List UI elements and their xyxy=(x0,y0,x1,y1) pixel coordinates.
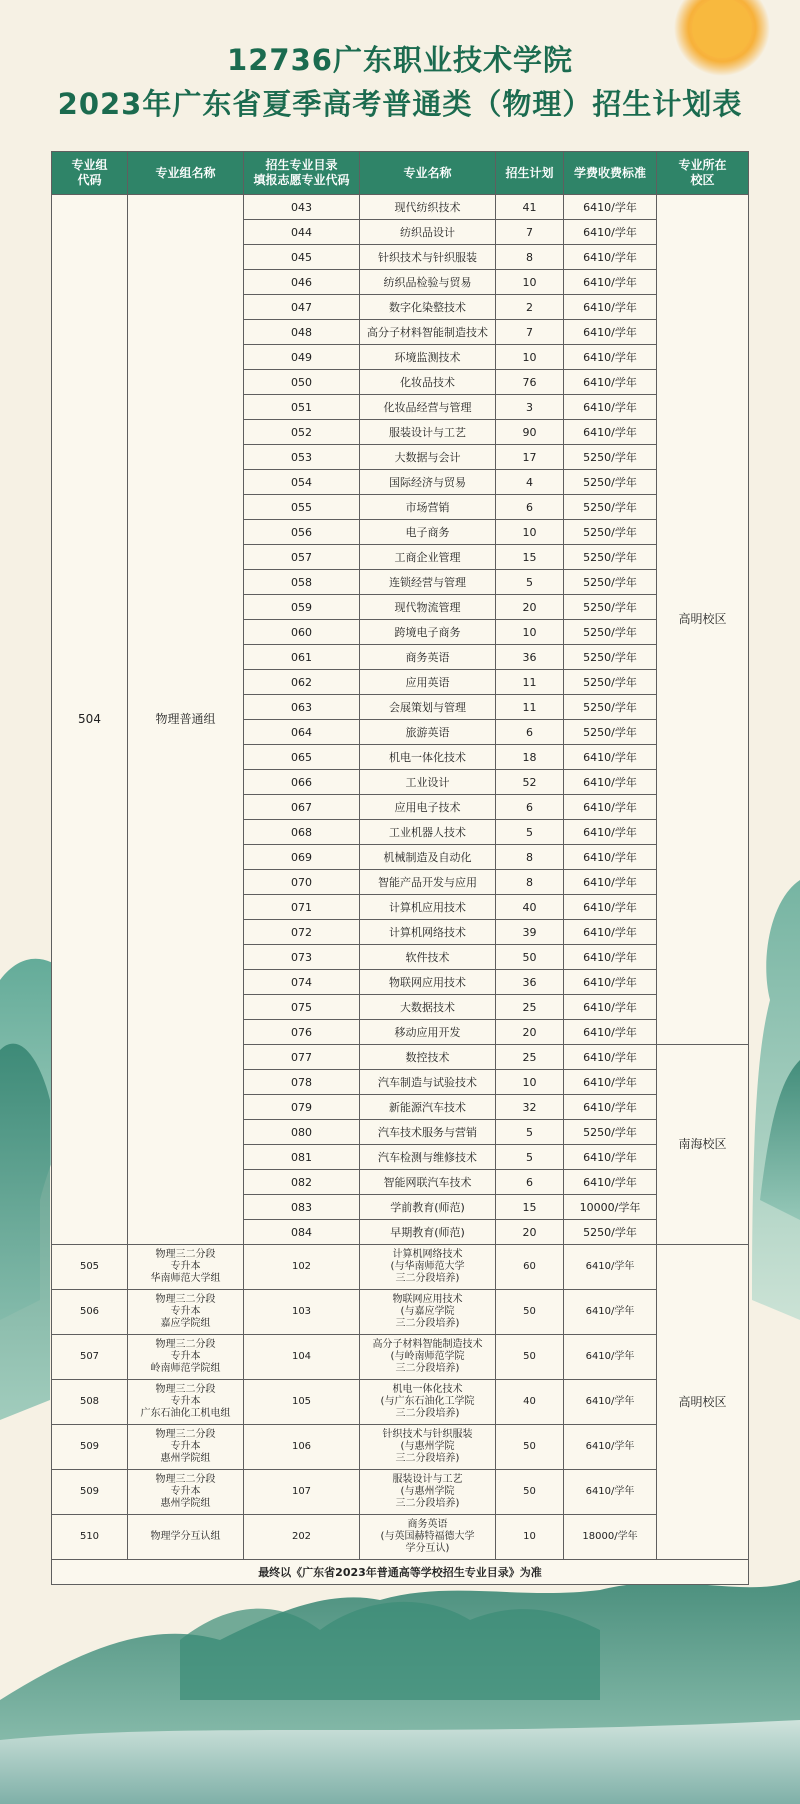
major-code-cell: 070 xyxy=(244,870,360,895)
major-name-cell: 现代纺织技术 xyxy=(360,195,496,220)
plan-cell: 7 xyxy=(496,220,564,245)
plan-cell: 6 xyxy=(496,1170,564,1195)
fee-cell: 6410/学年 xyxy=(564,1170,657,1195)
fee-cell: 6410/学年 xyxy=(564,745,657,770)
footnote: 最终以《广东省2023年普通高等学校招生专业目录》为准 xyxy=(52,1560,749,1585)
plan-cell: 6 xyxy=(496,495,564,520)
major-code-cell: 055 xyxy=(244,495,360,520)
plan-cell: 40 xyxy=(496,1380,564,1425)
fee-cell: 18000/学年 xyxy=(564,1515,657,1560)
major-name-cell: 物联网应用技术 xyxy=(360,970,496,995)
major-code-cell: 071 xyxy=(244,895,360,920)
fee-cell: 10000/学年 xyxy=(564,1195,657,1220)
major-code-cell: 076 xyxy=(244,1020,360,1045)
header-plan: 招生计划 xyxy=(496,152,564,195)
plan-cell: 11 xyxy=(496,695,564,720)
major-name-cell: 化妆品经营与管理 xyxy=(360,395,496,420)
fee-cell: 6410/学年 xyxy=(564,295,657,320)
fee-cell: 6410/学年 xyxy=(564,370,657,395)
fee-cell: 6410/学年 xyxy=(564,770,657,795)
major-code-cell: 072 xyxy=(244,920,360,945)
fee-cell: 5250/学年 xyxy=(564,470,657,495)
title-line-1: 12736广东职业技术学院 xyxy=(227,43,573,77)
major-code-cell: 105 xyxy=(244,1380,360,1425)
major-code-cell: 063 xyxy=(244,695,360,720)
major-code-cell: 062 xyxy=(244,670,360,695)
fee-cell: 5250/学年 xyxy=(564,1120,657,1145)
fee-cell: 6410/学年 xyxy=(564,1020,657,1045)
major-code-cell: 102 xyxy=(244,1245,360,1290)
fee-cell: 6410/学年 xyxy=(564,995,657,1020)
fee-cell: 6410/学年 xyxy=(564,795,657,820)
plan-cell: 6 xyxy=(496,795,564,820)
plan-cell: 60 xyxy=(496,1245,564,1290)
plan-cell: 15 xyxy=(496,1195,564,1220)
major-code-cell: 057 xyxy=(244,545,360,570)
major-code-cell: 073 xyxy=(244,945,360,970)
major-code-cell: 107 xyxy=(244,1470,360,1515)
plan-cell: 18 xyxy=(496,745,564,770)
fee-cell: 6410/学年 xyxy=(564,420,657,445)
plan-cell: 3 xyxy=(496,395,564,420)
plan-cell: 5 xyxy=(496,570,564,595)
group-code-cell: 508 xyxy=(52,1380,128,1425)
fee-cell: 5250/学年 xyxy=(564,620,657,645)
major-code-cell: 077 xyxy=(244,1045,360,1070)
fee-cell: 5250/学年 xyxy=(564,595,657,620)
major-code-cell: 051 xyxy=(244,395,360,420)
fee-cell: 6410/学年 xyxy=(564,245,657,270)
major-code-cell: 046 xyxy=(244,270,360,295)
major-name-cell: 市场营销 xyxy=(360,495,496,520)
header-campus: 专业所在 校区 xyxy=(657,152,749,195)
group-code-cell: 506 xyxy=(52,1290,128,1335)
major-code-cell: 202 xyxy=(244,1515,360,1560)
title-line-2: 2023年广东省夏季高考普通类（物理）招生计划表 xyxy=(57,87,743,121)
fee-cell: 6410/学年 xyxy=(564,1425,657,1470)
major-name-cell: 现代物流管理 xyxy=(360,595,496,620)
major-name-cell: 机电一体化技术 xyxy=(360,745,496,770)
major-name-cell: 新能源汽车技术 xyxy=(360,1095,496,1120)
plan-cell: 4 xyxy=(496,470,564,495)
fee-cell: 6410/学年 xyxy=(564,820,657,845)
group-code-cell: 507 xyxy=(52,1335,128,1380)
fee-cell: 6410/学年 xyxy=(564,870,657,895)
group-name-cell: 物理学分互认组 xyxy=(128,1515,244,1560)
plan-cell: 36 xyxy=(496,970,564,995)
major-code-cell: 054 xyxy=(244,470,360,495)
plan-cell: 32 xyxy=(496,1095,564,1120)
plan-cell: 50 xyxy=(496,1335,564,1380)
plan-cell: 20 xyxy=(496,1220,564,1245)
plan-cell: 20 xyxy=(496,595,564,620)
fee-cell: 6410/学年 xyxy=(564,1145,657,1170)
plan-cell: 7 xyxy=(496,320,564,345)
major-name-cell: 软件技术 xyxy=(360,945,496,970)
major-code-cell: 065 xyxy=(244,745,360,770)
major-name-cell: 工业设计 xyxy=(360,770,496,795)
group-name-cell: 物理三二分段 专升本 嘉应学院组 xyxy=(128,1290,244,1335)
table-row xyxy=(52,1290,749,1335)
group-name-cell: 物理普通组 xyxy=(128,195,244,1245)
plan-cell: 41 xyxy=(496,195,564,220)
table-header-row xyxy=(52,152,749,195)
plan-cell: 36 xyxy=(496,645,564,670)
plan-cell: 15 xyxy=(496,545,564,570)
major-name-cell: 电子商务 xyxy=(360,520,496,545)
major-name-cell: 学前教育(师范) xyxy=(360,1195,496,1220)
major-name-cell: 高分子材料智能制造技术 xyxy=(360,320,496,345)
plan-cell: 10 xyxy=(496,345,564,370)
plan-cell: 5 xyxy=(496,1120,564,1145)
major-code-cell: 103 xyxy=(244,1290,360,1335)
header-major-name: 专业名称 xyxy=(360,152,496,195)
major-code-cell: 045 xyxy=(244,245,360,270)
major-code-cell: 044 xyxy=(244,220,360,245)
major-name-cell: 纺织品设计 xyxy=(360,220,496,245)
major-code-cell: 064 xyxy=(244,720,360,745)
major-name-cell: 早期教育(师范) xyxy=(360,1220,496,1245)
major-name-cell: 物联网应用技术 (与嘉应学院 三二分段培养) xyxy=(360,1290,496,1335)
plan-cell: 2 xyxy=(496,295,564,320)
fee-cell: 6410/学年 xyxy=(564,1335,657,1380)
fee-cell: 5250/学年 xyxy=(564,445,657,470)
major-name-cell: 汽车制造与试验技术 xyxy=(360,1070,496,1095)
table-row xyxy=(52,1335,749,1380)
plan-cell: 50 xyxy=(496,1425,564,1470)
fee-cell: 6410/学年 xyxy=(564,1245,657,1290)
fee-cell: 5250/学年 xyxy=(564,695,657,720)
major-code-cell: 069 xyxy=(244,845,360,870)
major-name-cell: 工商企业管理 xyxy=(360,545,496,570)
major-name-cell: 旅游英语 xyxy=(360,720,496,745)
fee-cell: 6410/学年 xyxy=(564,1095,657,1120)
major-name-cell: 连锁经营与管理 xyxy=(360,570,496,595)
major-code-cell: 043 xyxy=(244,195,360,220)
campus-cell-nanhai: 南海校区 xyxy=(657,1045,749,1245)
plan-cell: 39 xyxy=(496,920,564,945)
plan-cell: 25 xyxy=(496,1045,564,1070)
plan-cell: 6 xyxy=(496,720,564,745)
major-code-cell: 050 xyxy=(244,370,360,395)
plan-cell: 5 xyxy=(496,1145,564,1170)
fee-cell: 6410/学年 xyxy=(564,1070,657,1095)
fee-cell: 6410/学年 xyxy=(564,1470,657,1515)
major-code-cell: 080 xyxy=(244,1120,360,1145)
fee-cell: 6410/学年 xyxy=(564,1290,657,1335)
major-code-cell: 075 xyxy=(244,995,360,1020)
major-name-cell: 数控技术 xyxy=(360,1045,496,1070)
major-name-cell: 应用电子技术 xyxy=(360,795,496,820)
major-name-cell: 工业机器人技术 xyxy=(360,820,496,845)
plan-cell: 10 xyxy=(496,1515,564,1560)
group-code-cell: 509 xyxy=(52,1425,128,1470)
plan-cell: 17 xyxy=(496,445,564,470)
major-name-cell: 商务英语 (与英国赫特福德大学 学分互认) xyxy=(360,1515,496,1560)
footnote-row xyxy=(52,1560,749,1585)
plan-cell: 50 xyxy=(496,1290,564,1335)
major-code-cell: 106 xyxy=(244,1425,360,1470)
major-code-cell: 053 xyxy=(244,445,360,470)
major-name-cell: 机械制造及自动化 xyxy=(360,845,496,870)
major-name-cell: 智能产品开发与应用 xyxy=(360,870,496,895)
header-major-code: 招生专业目录 填报志愿专业代码 xyxy=(244,152,360,195)
major-code-cell: 056 xyxy=(244,520,360,545)
plan-cell: 8 xyxy=(496,845,564,870)
plan-cell: 40 xyxy=(496,895,564,920)
plan-cell: 10 xyxy=(496,620,564,645)
major-code-cell: 066 xyxy=(244,770,360,795)
table-row xyxy=(52,195,749,220)
plan-cell: 25 xyxy=(496,995,564,1020)
campus-cell-gaoming-lower: 高明校区 xyxy=(657,1245,749,1560)
table-row xyxy=(52,1515,749,1560)
major-code-cell: 083 xyxy=(244,1195,360,1220)
major-name-cell: 跨境电子商务 xyxy=(360,620,496,645)
major-name-cell: 商务英语 xyxy=(360,645,496,670)
major-name-cell: 高分子材料智能制造技术 (与岭南师范学院 三二分段培养) xyxy=(360,1335,496,1380)
plan-cell: 10 xyxy=(496,270,564,295)
plan-cell: 10 xyxy=(496,1070,564,1095)
plan-cell: 52 xyxy=(496,770,564,795)
major-name-cell: 服装设计与工艺 xyxy=(360,420,496,445)
major-name-cell: 服装设计与工艺 (与惠州学院 三二分段培养) xyxy=(360,1470,496,1515)
fee-cell: 6410/学年 xyxy=(564,395,657,420)
major-name-cell: 化妆品技术 xyxy=(360,370,496,395)
major-name-cell: 大数据与会计 xyxy=(360,445,496,470)
plan-cell: 5 xyxy=(496,820,564,845)
major-name-cell: 机电一体化技术 (与广东石油化工学院 三二分段培养) xyxy=(360,1380,496,1425)
plan-cell: 90 xyxy=(496,420,564,445)
group-code-cell: 505 xyxy=(52,1245,128,1290)
plan-cell: 8 xyxy=(496,245,564,270)
group-name-cell: 物理三二分段 专升本 广东石油化工机电组 xyxy=(128,1380,244,1425)
major-code-cell: 104 xyxy=(244,1335,360,1380)
fee-cell: 5250/学年 xyxy=(564,670,657,695)
table-row xyxy=(52,1245,749,1290)
fee-cell: 6410/学年 xyxy=(564,220,657,245)
fee-cell: 6410/学年 xyxy=(564,345,657,370)
group-name-cell: 物理三二分段 专升本 惠州学院组 xyxy=(128,1425,244,1470)
table-row xyxy=(52,1380,749,1425)
major-name-cell: 应用英语 xyxy=(360,670,496,695)
major-name-cell: 纺织品检验与贸易 xyxy=(360,270,496,295)
header-group-name: 专业组名称 xyxy=(128,152,244,195)
major-name-cell: 智能网联汽车技术 xyxy=(360,1170,496,1195)
fee-cell: 5250/学年 xyxy=(564,720,657,745)
plan-cell: 10 xyxy=(496,520,564,545)
fee-cell: 6410/学年 xyxy=(564,970,657,995)
major-code-cell: 060 xyxy=(244,620,360,645)
group-name-cell: 物理三二分段 专升本 华南师范大学组 xyxy=(128,1245,244,1290)
major-name-cell: 计算机网络技术 xyxy=(360,920,496,945)
major-name-cell: 环境监测技术 xyxy=(360,345,496,370)
fee-cell: 6410/学年 xyxy=(564,845,657,870)
major-name-cell: 数字化染整技术 xyxy=(360,295,496,320)
major-code-cell: 068 xyxy=(244,820,360,845)
major-name-cell: 国际经济与贸易 xyxy=(360,470,496,495)
fee-cell: 6410/学年 xyxy=(564,320,657,345)
major-code-cell: 048 xyxy=(244,320,360,345)
group-code-cell: 509 xyxy=(52,1470,128,1515)
plan-cell: 11 xyxy=(496,670,564,695)
major-name-cell: 汽车检测与维修技术 xyxy=(360,1145,496,1170)
major-code-cell: 084 xyxy=(244,1220,360,1245)
fee-cell: 5250/学年 xyxy=(564,570,657,595)
major-code-cell: 059 xyxy=(244,595,360,620)
fee-cell: 5250/学年 xyxy=(564,1220,657,1245)
group-name-cell: 物理三二分段 专升本 岭南师范学院组 xyxy=(128,1335,244,1380)
fee-cell: 6410/学年 xyxy=(564,920,657,945)
major-name-cell: 针织技术与针织服装 xyxy=(360,245,496,270)
plan-cell: 76 xyxy=(496,370,564,395)
fee-cell: 5250/学年 xyxy=(564,520,657,545)
major-name-cell: 计算机应用技术 xyxy=(360,895,496,920)
major-name-cell: 移动应用开发 xyxy=(360,1020,496,1045)
group-code-cell: 504 xyxy=(52,195,128,1245)
fee-cell: 6410/学年 xyxy=(564,895,657,920)
plan-cell: 50 xyxy=(496,1470,564,1515)
group-code-cell: 510 xyxy=(52,1515,128,1560)
major-code-cell: 078 xyxy=(244,1070,360,1095)
fee-cell: 5250/学年 xyxy=(564,545,657,570)
major-code-cell: 049 xyxy=(244,345,360,370)
major-code-cell: 061 xyxy=(244,645,360,670)
major-code-cell: 067 xyxy=(244,795,360,820)
major-name-cell: 计算机网络技术 (与华南师范大学 三二分段培养) xyxy=(360,1245,496,1290)
page-title xyxy=(0,38,800,126)
header-fee: 学费收费标准 xyxy=(564,152,657,195)
fee-cell: 6410/学年 xyxy=(564,270,657,295)
fee-cell: 6410/学年 xyxy=(564,945,657,970)
fee-cell: 5250/学年 xyxy=(564,645,657,670)
major-code-cell: 079 xyxy=(244,1095,360,1120)
major-code-cell: 081 xyxy=(244,1145,360,1170)
major-code-cell: 047 xyxy=(244,295,360,320)
major-code-cell: 058 xyxy=(244,570,360,595)
major-code-cell: 052 xyxy=(244,420,360,445)
header-group-code: 专业组 代码 xyxy=(52,152,128,195)
major-name-cell: 大数据技术 xyxy=(360,995,496,1020)
enrollment-plan-table xyxy=(51,151,749,1585)
major-name-cell: 会展策划与管理 xyxy=(360,695,496,720)
plan-cell: 20 xyxy=(496,1020,564,1045)
fee-cell: 6410/学年 xyxy=(564,1380,657,1425)
plan-cell: 50 xyxy=(496,945,564,970)
major-name-cell: 针织技术与针织服装 (与惠州学院 三二分段培养) xyxy=(360,1425,496,1470)
plan-cell: 8 xyxy=(496,870,564,895)
group-name-cell: 物理三二分段 专升本 惠州学院组 xyxy=(128,1470,244,1515)
table-row xyxy=(52,1470,749,1515)
campus-cell-gaoming: 高明校区 xyxy=(657,195,749,1045)
major-code-cell: 082 xyxy=(244,1170,360,1195)
fee-cell: 6410/学年 xyxy=(564,195,657,220)
fee-cell: 6410/学年 xyxy=(564,1045,657,1070)
fee-cell: 5250/学年 xyxy=(564,495,657,520)
major-name-cell: 汽车技术服务与营销 xyxy=(360,1120,496,1145)
major-code-cell: 074 xyxy=(244,970,360,995)
table-row xyxy=(52,1425,749,1470)
